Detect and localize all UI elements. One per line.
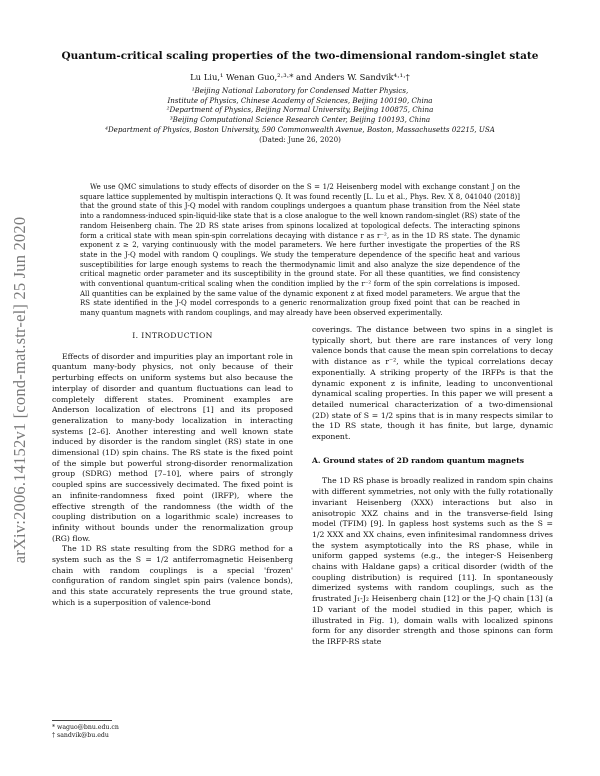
paper-title: Quantum-critical scaling properties of the two-dimensional random-singlet state <box>61 50 539 62</box>
arxiv-identifier-stamp <box>2 140 38 640</box>
right-column <box>312 325 553 648</box>
subsection-heading: A. Ground states of 2D random quantum magnets <box>312 455 525 465</box>
dated-line: (Dated: June 26, 2020) <box>259 134 341 144</box>
body-paragraph: coverings. The distance between two spins in a singlet is typically short, but there are rare instances of very long valence bonds that cause the mean spin correlations to decay with distance as r⁻², while the typical correlations decay exponentially. A striking property of the IRFPs is that the dynamic exponent z is infinite, leading to unconventional dynamical scaling properties. In this paper we will present a detailed numerical characterization of a two-dimensional (2D) state of S = 1/2 spins that is in many respects similar to the 1D RS state, though it has finite, but large, dynamic exponent. <box>312 325 553 442</box>
body-paragraph: The 1D RS state resulting from the SDRG method for a system such as the S = 1/2 antiferromagnetic Heisenberg chain with random couplings is a special 'frozen' configuration of random singlet spin pairs (valence bonds), and this state accurately represents the true ground state, which is a superposition of valence-bond <box>52 544 293 607</box>
affiliation-line: ³Beijing Computational Science Research Center, Beijing 100193, China <box>169 115 431 125</box>
arxiv-id: arXiv:2006.14152v1 [cond-mat.str-el] 25 Jun 2020 <box>10 216 29 564</box>
body-paragraph: Effects of disorder and impurities play an important role in quantum many-body physics, not only because of their perturbing effects on uniform systems but also because the interplay of disorder and quantum fluctuations can lead to completely different states. Prominent examples are Anderson localization of electrons [1] and its proposed generalization to many-body localization in interacting systems [2–6]. Another interesting and well known state induced by disorder is the random singlet (RS) state in one dimensional (1D) spin chains. The RS state is the fixed point of the simple but powerful strong-disorder renormalization group (SDRG) method [7–10], where pairs of strongly coupled spins are successively decimated. The fixed point is an infinite-randomness fixed point (IRFP), where the effective strength of the randomness (the width of the coupling distribution on a logarithmic scale) increases to infinity without bounds under the renormalization group (RG) flow. <box>52 351 293 543</box>
footnote-email: * waguo@bnu.edu.cn <box>52 724 119 731</box>
affiliation-line: Institute of Physics, Chinese Academy of Sciences, Beijing 100190, China <box>167 95 433 105</box>
affiliation-line: ⁴Department of Physics, Boston University, 590 Commonwealth Avenue, Boston, Massachusetts 02215, USA <box>105 124 495 134</box>
left-column <box>52 325 293 609</box>
author-list: Lu Liu,¹ Wenan Guo,²·³·* and Anders W. Sandvik⁴·¹·† <box>190 72 410 82</box>
footnote-rule <box>52 720 112 721</box>
affiliation-line: ¹Beijing National Laboratory for Condensed Matter Physics, <box>191 86 409 95</box>
section-heading: I. INTRODUCTION <box>132 331 213 340</box>
affiliations <box>60 86 540 144</box>
footnotes <box>52 720 293 740</box>
body-paragraph: The 1D RS phase is broadly realized in random spin chains with different symmetries, not only with the fully rotationally invariant Heisenberg (XXX) interactions but also in anisotropic XXZ chains and in the transverse-field Ising model (TFIM) [9]. In gapless host systems such as the S = 1/2 XXX and XX chains, even infinitesimal randomness drives the system asymptotically into the RS phase, while in uniform gapped systems (e.g., the integer-S Heisenberg chains with Haldane gaps) a critical disorder (width of the coupling distribution) is required [11]. In spontaneously dimerized systems with random couplings, such as the frustrated J₁-J₂ Heisenberg chain [12] or the J-Q chain [13] (a 1D variant of the model studied in this paper, which is illustrated in Fig. 1), domain walls with localized spinons form for any disorder strength and those spinons can form the IRFP-RS state <box>312 476 553 646</box>
abstract: We use QMC simulations to study effects of disorder on the S = 1/2 Heisenberg model with exchange constant J on the square lattice supplemented by multispin interactions Q. It was found recently [L. Lu et al., Phys. Rev. X 8, 041040 (2018)] that the ground state of this J-Q model with random couplings undergoes a quantum phase transition from the Néel state into a randomness-induced spin-liquid-like state that is a close analogue to the well known random-singlet (RS) state of the random Heisenberg chain. The 2D RS state arises from spinons localized at topological defects. The interacting spinons form a critical state with mean spin-spin correlations decaying with distance r as r⁻², as in the 1D RS state. The dynamic exponent z ≥ 2, varying continuously with the model parameters. We here further investigate the properties of the RS state in the J-Q model with random Q couplings. We study the temperature dependence of the specific heat and various susceptibilities for large enough systems to reach the thermodynamic limit and also analyze the size dependence of the critical magnetic order parameter and its susceptibility in the ground state. For all these quantities, we find consistency with conventional quantum-critical scaling when the condition implied by the r⁻² form of the spin correlations is imposed. All quantities can be explained by the same value of the dynamic exponent z at fixed model parameters. We argue that the RS state identified in the J-Q model corresponds to a generic renormalization group fixed point that can be reached in many quantum magnets with random couplings, and may already have been observed experimentally. <box>80 183 520 318</box>
footnote-email: † sandvik@bu.edu <box>52 732 109 740</box>
affiliation-line: ²Department of Physics, Beijing Normal University, Beijing 100875, China <box>166 105 434 115</box>
